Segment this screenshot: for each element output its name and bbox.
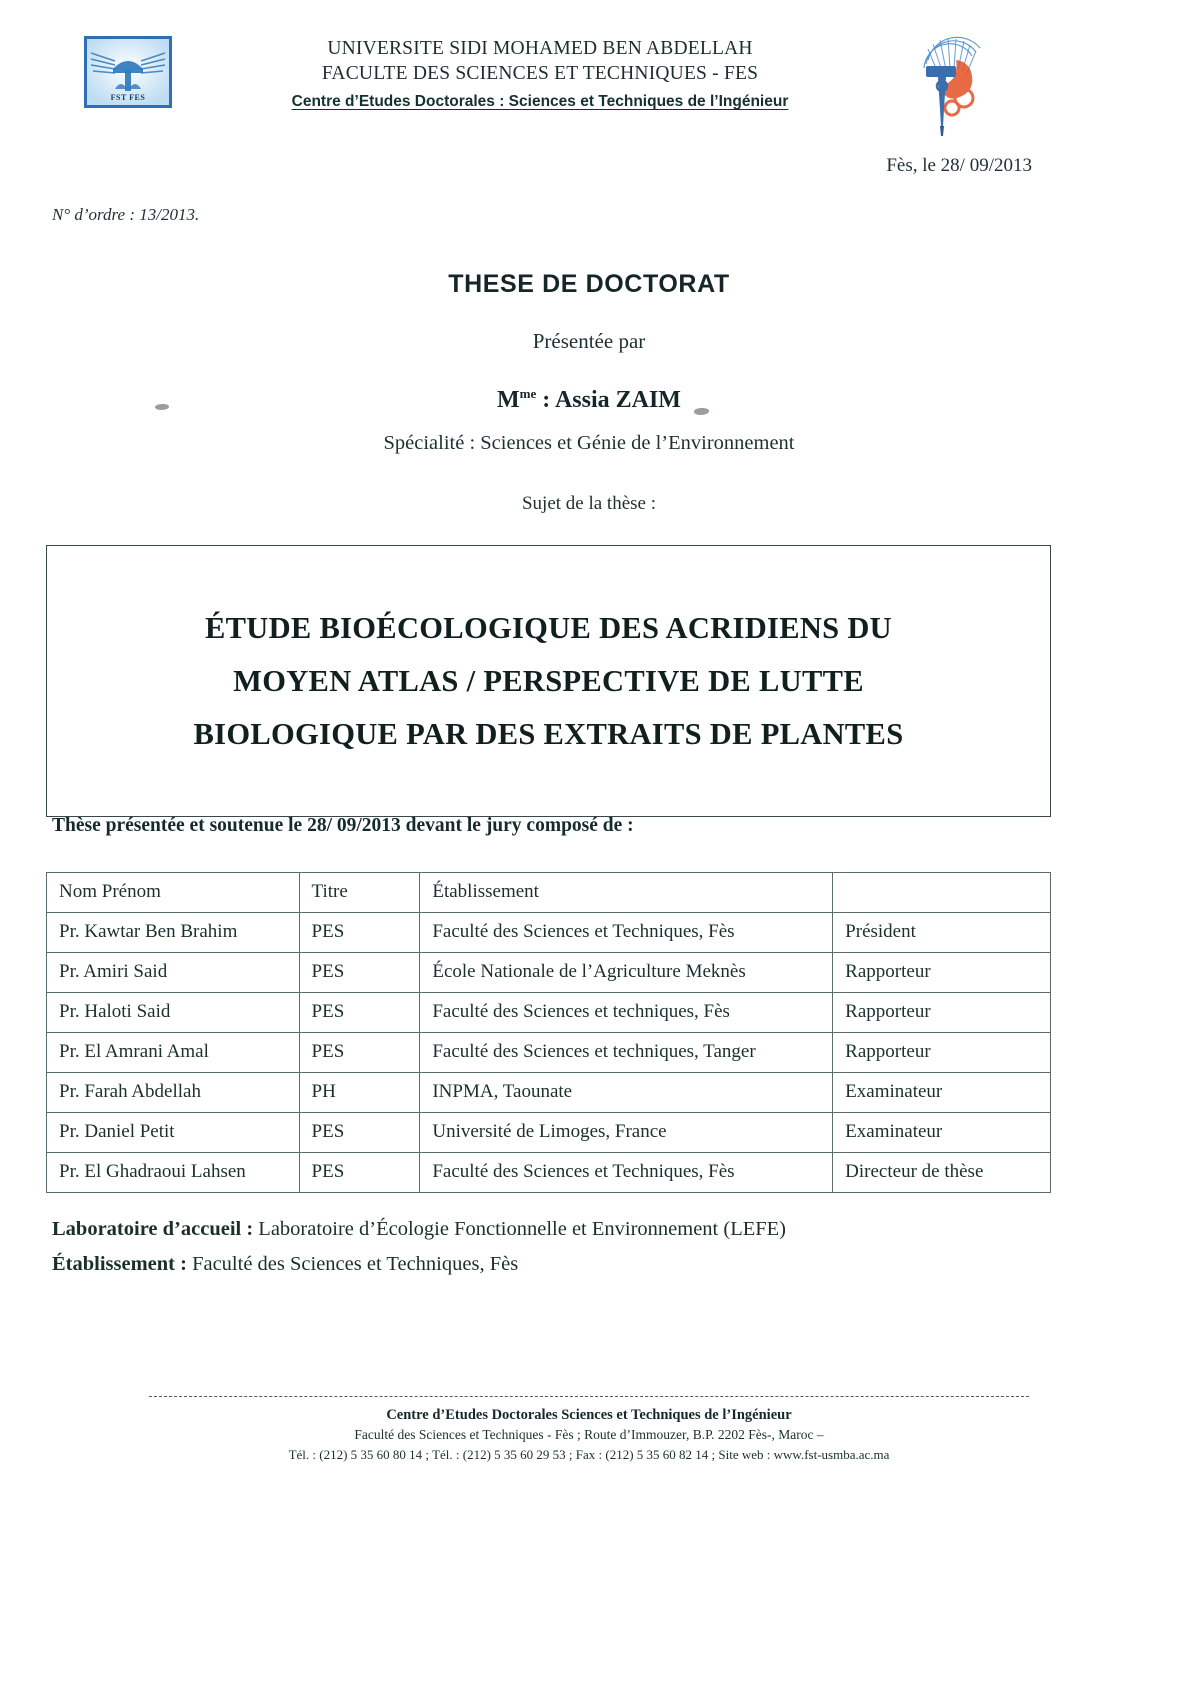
establishment-row xyxy=(52,1253,786,1276)
cell-title: PES xyxy=(299,1153,420,1193)
cell-name: Pr. Daniel Petit xyxy=(47,1113,300,1153)
affiliation-block xyxy=(52,1218,786,1288)
cell-title: PES xyxy=(299,993,420,1033)
column-header-name: Nom Prénom xyxy=(47,873,300,913)
candidate-name xyxy=(0,386,1178,414)
table-row xyxy=(47,1113,1051,1153)
column-header-role xyxy=(833,873,1051,913)
establishment-value: Faculté des Sciences et Techniques, Fès xyxy=(186,1253,519,1275)
university-name: UNIVERSITE SIDI MOHAMED BEN ABDELLAH xyxy=(327,38,753,59)
candidate-fullname: : Assia ZAIM xyxy=(536,387,681,413)
cell-name: Pr. Haloti Said xyxy=(47,993,300,1033)
establishment-label: Établissement : xyxy=(52,1253,187,1275)
header-institution-text xyxy=(200,36,880,111)
cell-establishment: École Nationale de l’Agriculture Meknès xyxy=(420,953,833,993)
subject-label: Sujet de la thèse : xyxy=(521,493,657,514)
cell-role: Directeur de thèse xyxy=(833,1153,1051,1193)
cell-establishment: Faculté des Sciences et techniques, Fès xyxy=(420,993,833,1033)
table-row xyxy=(47,1073,1051,1113)
table-row xyxy=(47,1033,1051,1073)
cell-establishment: INPMA, Taounate xyxy=(420,1073,833,1113)
cell-role: Président xyxy=(833,913,1051,953)
order-number: N° d’ordre : 13/2013. xyxy=(52,205,200,224)
presented-by-label: Présentée par xyxy=(532,329,646,353)
cell-name: Pr. Amiri Said xyxy=(47,953,300,993)
cell-name: Pr. El Amrani Amal xyxy=(47,1033,300,1073)
column-header-title: Titre xyxy=(299,873,420,913)
cell-role: Rapporteur xyxy=(833,993,1051,1033)
thesis-intro-block xyxy=(0,270,1178,515)
host-laboratory-value: Laboratoire d’Écologie Fonctionnelle et Environnement (LEFE) xyxy=(253,1218,787,1240)
footer-contact: Tél. : (212) 5 35 60 80 14 ; Tél. : (212) 5 35 60 29 53 ; Fax : (212) 5 35 60 82 14 ; Site web : www.fst-usmba.ac.ma xyxy=(288,1447,890,1462)
thesis-title-line-3: BIOLOGIQUE PAR DES EXTRAITS DE PLANTES xyxy=(193,716,904,751)
date-line: Fès, le 28/ 09/2013 xyxy=(886,155,1032,176)
thesis-title-box xyxy=(46,545,1051,817)
cell-name: Pr. Kawtar Ben Brahim xyxy=(47,913,300,953)
host-laboratory-label: Laboratoire d’accueil : xyxy=(52,1218,254,1240)
faculty-name: FACULTE DES SCIENCES ET TECHNIQUES - FES xyxy=(321,63,759,84)
thesis-title-line-1: ÉTUDE BIOÉCOLOGIQUE DES ACRIDIENS DU xyxy=(204,610,893,645)
cell-title: PES xyxy=(299,1033,420,1073)
cell-establishment: Faculté des Sciences et techniques, Tanger xyxy=(420,1033,833,1073)
table-header-row xyxy=(47,873,1051,913)
cell-title: PH xyxy=(299,1073,420,1113)
table-row xyxy=(47,993,1051,1033)
speciality-line: Spécialité : Sciences et Génie de l’Environnement xyxy=(383,432,795,454)
doctoral-centre-name: Centre d’Etudes Doctorales : Sciences et Techniques de l’Ingénieur xyxy=(291,93,789,110)
table-row xyxy=(47,913,1051,953)
jury-intro-line: Thèse présentée et soutenue le 28/ 09/2013 devant le jury composé de : xyxy=(52,815,634,836)
cell-role: Examinateur xyxy=(833,1073,1051,1113)
table-row xyxy=(47,1153,1051,1193)
cell-title: PES xyxy=(299,953,420,993)
footer-divider xyxy=(149,1396,1029,1397)
cell-name: Pr. Farah Abdellah xyxy=(47,1073,300,1113)
cell-establishment: Université de Limoges, France xyxy=(420,1113,833,1153)
cell-establishment: Faculté des Sciences et Techniques, Fès xyxy=(420,1153,833,1193)
cell-role: Rapporteur xyxy=(833,1033,1051,1073)
cell-title: PES xyxy=(299,913,420,953)
cell-name: Pr. El Ghadraoui Lahsen xyxy=(47,1153,300,1193)
thesis-title-line-2: MOYEN ATLAS / PERSPECTIVE DE LUTTE xyxy=(233,663,864,698)
footer-address: Faculté des Sciences et Techniques - Fès ; Route d’Immouzer, B.P. 2202 Fès-, Maroc – xyxy=(354,1427,824,1442)
page-footer xyxy=(0,1396,1178,1465)
page-title: THESE DE DOCTORAT xyxy=(448,270,730,298)
host-laboratory-row xyxy=(52,1218,786,1241)
fst-fes-logo-label: FST FES xyxy=(110,93,146,102)
jury-table xyxy=(46,872,1051,1193)
column-header-establishment: Établissement xyxy=(420,873,833,913)
table-row xyxy=(47,953,1051,993)
candidate-prefix: M xyxy=(497,387,520,413)
cell-establishment: Faculté des Sciences et Techniques, Fès xyxy=(420,913,833,953)
cell-role: Examinateur xyxy=(833,1113,1051,1153)
cell-title: PES xyxy=(299,1113,420,1153)
candidate-prefix-sup: me xyxy=(519,386,537,401)
cell-role: Rapporteur xyxy=(833,953,1051,993)
page-header xyxy=(0,0,1178,140)
usmba-university-seal-logo xyxy=(900,24,992,140)
fst-fes-logo xyxy=(84,36,172,108)
footer-centre-name: Centre d’Etudes Doctorales Sciences et Techniques de l’Ingénieur xyxy=(386,1407,792,1423)
